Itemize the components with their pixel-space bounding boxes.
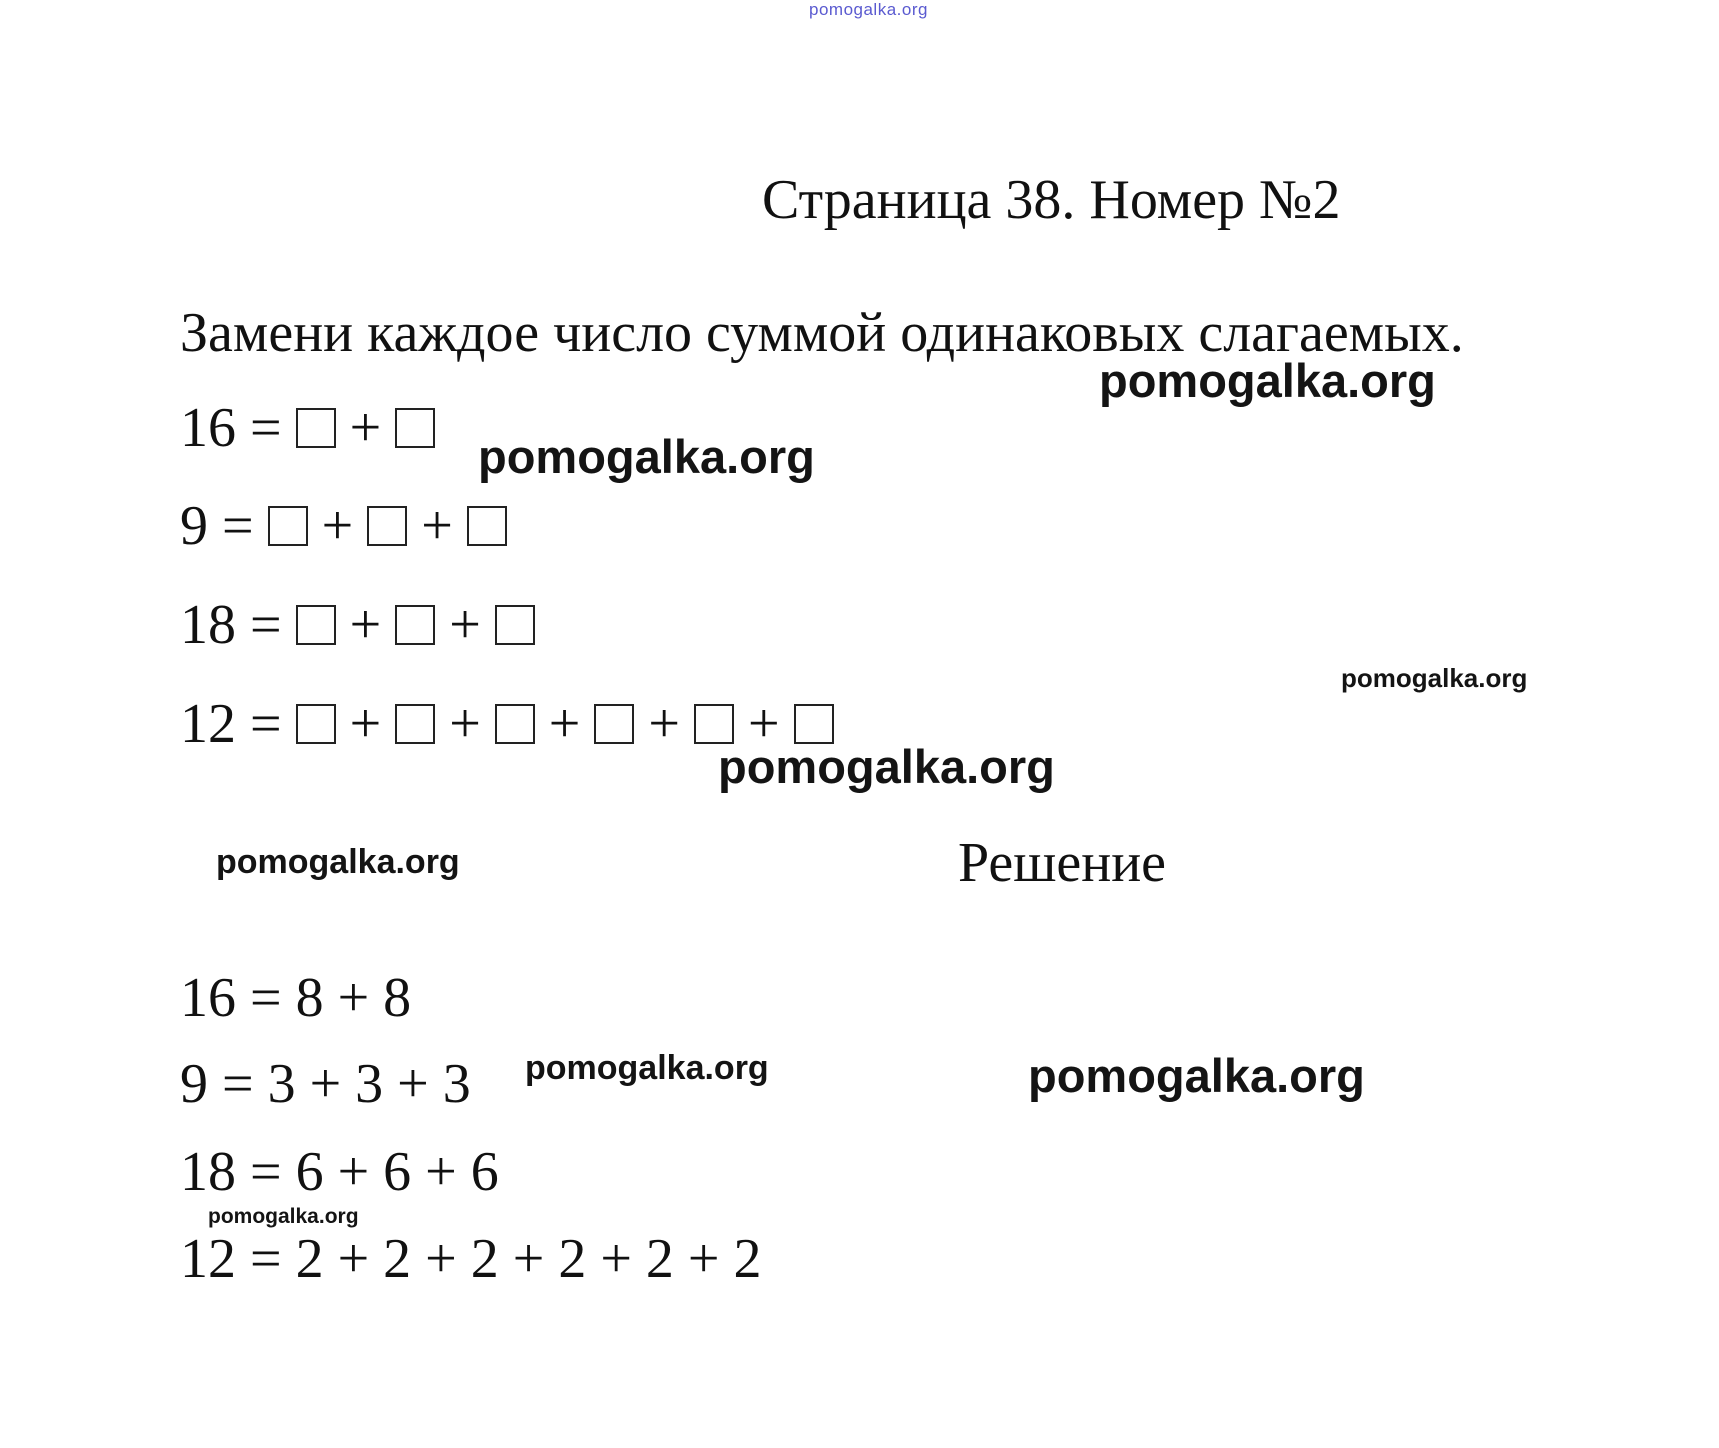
plus-sign: + — [747, 693, 780, 755]
answer-box[interactable] — [495, 704, 535, 744]
task-equation — [180, 594, 535, 656]
equation-number: 9 — [180, 495, 208, 557]
equals-sign: = — [250, 693, 282, 755]
plus-sign: + — [321, 495, 354, 557]
watermark: pomogalka.org — [216, 843, 460, 881]
answer-box[interactable] — [495, 605, 535, 645]
answer-box[interactable] — [395, 605, 435, 645]
answer-box[interactable] — [395, 704, 435, 744]
watermark: pomogalka.org — [1028, 1049, 1365, 1102]
answer-box[interactable] — [694, 704, 734, 744]
task-instruction: Замени каждое число суммой одинаковых слагаемых. — [180, 302, 1464, 364]
watermark: pomogalka.org — [1341, 663, 1528, 693]
answer-box[interactable] — [395, 408, 435, 448]
solution-answer: 18 = 6 + 6 + 6 — [180, 1141, 499, 1203]
answer-box[interactable] — [296, 408, 336, 448]
watermark: pomogalka.org — [478, 430, 815, 483]
answer-box[interactable] — [467, 506, 507, 546]
equation-number: 16 — [180, 397, 236, 459]
watermark: pomogalka.org — [525, 1049, 769, 1087]
solution-answer: 9 = 3 + 3 + 3 — [180, 1053, 471, 1115]
answer-box[interactable] — [594, 704, 634, 744]
source-watermark-top: pomogalka.org — [809, 0, 928, 19]
task-equation — [180, 397, 435, 459]
plus-sign: + — [548, 693, 581, 755]
answer-box[interactable] — [794, 704, 834, 744]
plus-sign: + — [349, 397, 382, 459]
plus-sign: + — [349, 594, 382, 656]
watermark: pomogalka.org — [718, 740, 1055, 793]
plus-sign: + — [449, 594, 481, 656]
solution-answer: 16 = 8 + 8 — [180, 967, 412, 1029]
solution-answer: 12 = 2 + 2 + 2 + 2 + 2 + 2 — [180, 1228, 762, 1290]
plus-sign: + — [421, 495, 453, 557]
plus-sign: + — [349, 693, 382, 755]
task-equation — [180, 495, 507, 557]
page-title: Страница 38. Номер №2 — [762, 169, 1341, 231]
answer-box[interactable] — [296, 605, 336, 645]
plus-sign: + — [449, 693, 481, 755]
solution-heading: Решение — [958, 832, 1167, 894]
equals-sign: = — [250, 594, 282, 656]
watermark: pomogalka.org — [1099, 354, 1436, 407]
plus-sign: + — [648, 693, 680, 755]
watermark: pomogalka.org — [208, 1205, 359, 1228]
equation-number: 12 — [180, 693, 236, 755]
answer-box[interactable] — [296, 704, 336, 744]
answer-box[interactable] — [268, 506, 308, 546]
equals-sign: = — [250, 397, 282, 459]
equals-sign: = — [222, 495, 254, 557]
answer-box[interactable] — [367, 506, 407, 546]
equation-number: 18 — [180, 594, 236, 656]
